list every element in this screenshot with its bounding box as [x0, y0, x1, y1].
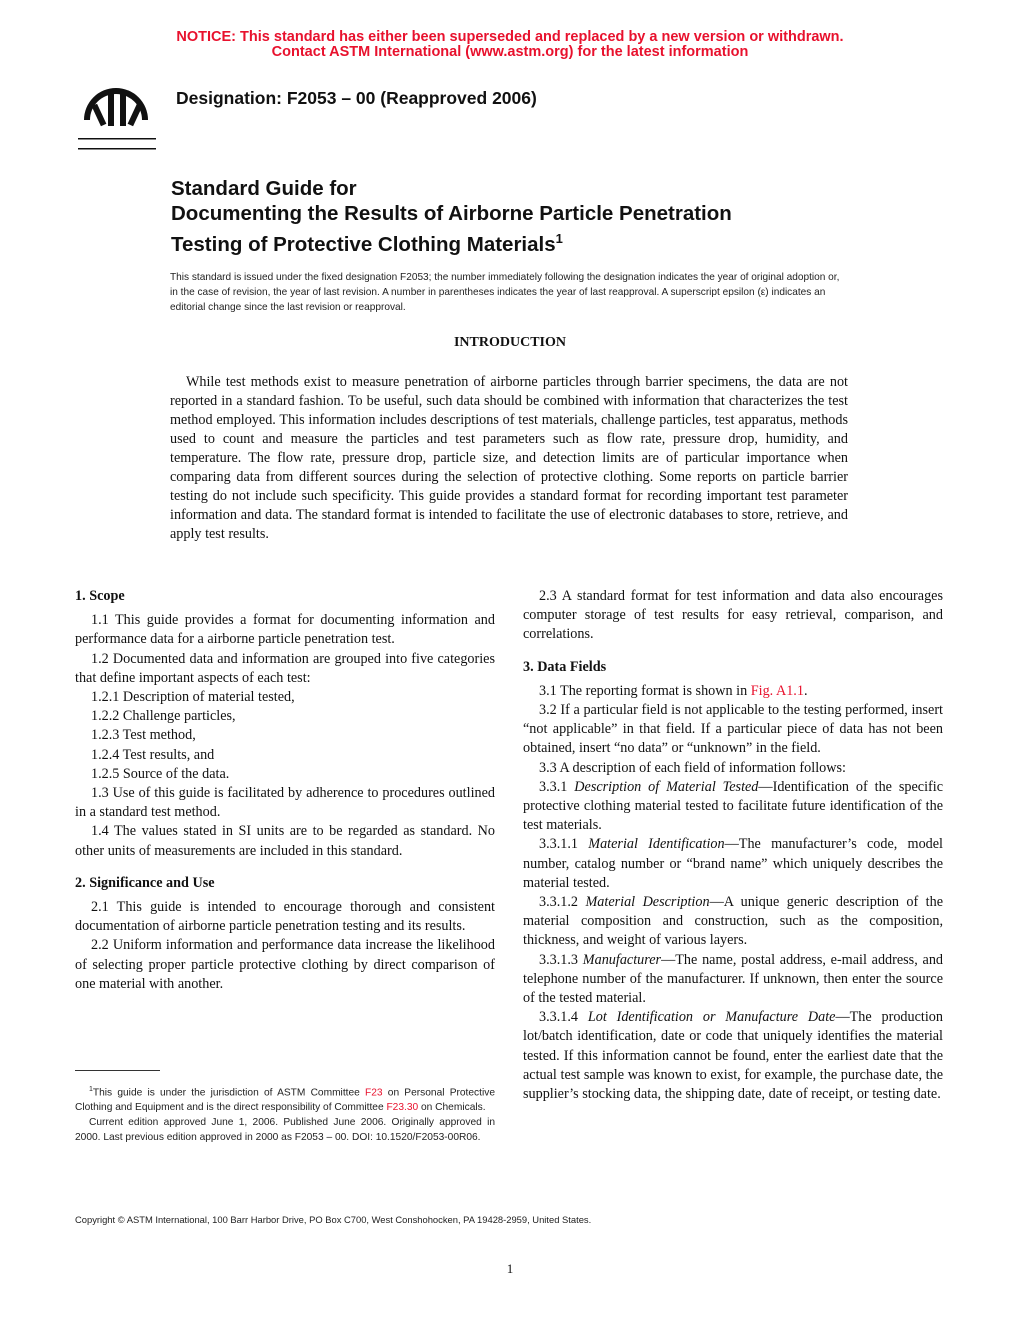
para-1-4: 1.4 The values stated in SI units are to be regarded as standard. No other units of measurements are included in this standard. — [75, 823, 495, 859]
para-2-3: 2.3 A standard format for test information and data also encourages computer storage of test results for easy retrieval, comparison, and correlations. — [523, 588, 943, 643]
introduction-heading: INTRODUCTION — [453, 335, 566, 350]
section-heading-significance: 2. Significance and Use — [75, 874, 215, 891]
footnote-1: $^1$This guide is under the jurisdiction of ASTM Committee F23 on Personal Protective Clothing and Equipment and is the direct responsibility of Committee F23.30 on Chemicals. — [75, 1086, 495, 1114]
title-line-1: Standard Guide for — [171, 177, 357, 200]
figure-link[interactable]: Fig. A1.1 — [750, 682, 804, 699]
title-line-2: Documenting the Results of Airborne Particle Penetration — [171, 202, 732, 225]
committee-link-f23-30[interactable]: F23.30 — [386, 1102, 419, 1114]
para-3-3-1-2: 3.3.1.2 Material Description—A unique generic description of the material composition and construction, such as the composition, thickness, and weight of various layers. — [523, 894, 944, 949]
committee-link-f23[interactable]: F23 — [365, 1087, 383, 1099]
para-3-2: 3.2 If a particular field is not applicable to the testing performed, insert “not applicable” in that field. If a particular piece of data has not been obtained, insert “no data” or “unknown” in the field. — [523, 702, 943, 757]
para-1-2-5: 1.2.5 Source of the data. — [91, 765, 230, 782]
para-2-1: 2.1 This guide is intended to encourage thorough and consistent documentation of airborne particle penetration testing and its results. — [75, 899, 495, 935]
right-column — [523, 587, 943, 1104]
para-3-3-1: 3.3.1 Description of Material Tested—Identification of the specific protective clothing material tested to facilitate future identification of the test materials. — [523, 778, 943, 834]
para-3-1: 3.1 The reporting format is shown in Fig. A1.1. — [539, 682, 808, 699]
page-number: 1 — [506, 1261, 514, 1276]
introduction-body: While test methods exist to measure penetration of airborne particles through barrier specimens, the data are not reported in a standard fashion. To be useful, such data should be combined with information that characterizes the test method employed. This information includes descriptions of test materials, challenge particles, test apparatus, methods used to count and measure the particles and test parameters such as flow rate, pressure drop, humidity, and temperature. The flow rate, pressure drop, particle size, and detection limits are of particular importance when comparing data from different sources during the selection of protective clothing. Some reports on particle barrier testing do not include such specificity. This guide provides a standard format for recording important test parameter information and data. The standard format is intended to facilitate the use of electronic databases to store, retrieve, and apply test results. — [170, 374, 848, 542]
para-3-3: 3.3 A description of each field of information follows: — [539, 759, 846, 776]
para-1-2-3: 1.2.3 Test method, — [91, 727, 196, 744]
title-line-3: Testing of Protective Clothing Materials$^1$ — [171, 231, 563, 256]
designation: Designation: F2053 – 00 (Reapproved 2006) — [176, 88, 537, 108]
para-1-1: 1.1 This guide provides a format for documenting information and performance data for a airborne particle penetration test. — [75, 612, 495, 648]
footnote-rule — [75, 1070, 160, 1071]
para-1-2-1: 1.2.1 Description of material tested, — [91, 689, 295, 706]
para-1-2: 1.2 Documented data and information are grouped into five categories that define important aspects of each test: — [75, 650, 495, 686]
notice-line-1: NOTICE: This standard has either been superseded and replaced by a new version or withdrawn. — [176, 29, 844, 45]
para-1-2-2: 1.2.2 Challenge particles, — [91, 708, 236, 725]
copyright: Copyright © ASTM International, 100 Barr Harbor Drive, PO Box C700, West Conshohocken, PA 19428-2959, United States. — [75, 1214, 592, 1225]
para-1-3: 1.3 Use of this guide is facilitated by adherence to procedures outlined in a standard test method. — [75, 785, 495, 821]
document-title — [171, 176, 732, 257]
para-1-2-4: 1.2.4 Test results, and — [91, 746, 215, 763]
astm-logo — [70, 74, 162, 150]
footnote-edition: Current edition approved June 1, 2006. Published June 2006. Originally approved in 2000. Last previous edition approved in 2000 as F2053 – 00. DOI: 10.1520/F2053-00R06. — [75, 1117, 495, 1144]
left-column — [75, 587, 495, 994]
para-2-2: 2.2 Uniform information and performance data increase the likelihood of selecting proper particle protective clothing by direct comparison of one material with another. — [75, 937, 495, 992]
section-heading-scope: 1. Scope — [75, 588, 125, 604]
para-3-3-1-3: 3.3.1.3 Manufacturer—The name, postal address, e-mail address, and telephone number of the manufacturer. If unknown, then enter the source of the tested material. — [523, 951, 944, 1007]
notice-line-2: Contact ASTM International (www.astm.org) for the latest information — [271, 44, 749, 60]
para-3-3-1-4: 3.3.1.4 Lot Identification or Manufacture Date—The production lot/batch identification, date or code that uniquely identifies the material tested. If this information cannot be found, enter the earliest date that the actual test sample was known to exist, for example, the purchase date, the supplier’s stocking data, the shipping date, date of receipt, or testing date. — [523, 1009, 943, 1103]
section-heading-data-fields: 3. Data Fields — [523, 658, 607, 675]
para-3-3-1-1: 3.3.1.1 Material Identification—The manufacturer’s code, model number, catalog number or “brand name” which uniquely describes the material tested. — [523, 836, 943, 891]
issued-note: This standard is issued under the fixed designation F2053; the number immediately following the designation indicates the year of original adoption or, in the case of revision, the year of last revision. A number in parentheses indicates the year of last reapproval. A superscript epsilon (ε) indicates an editorial change since the last revision or reapproval. — [170, 272, 840, 313]
footnote — [75, 1082, 495, 1145]
